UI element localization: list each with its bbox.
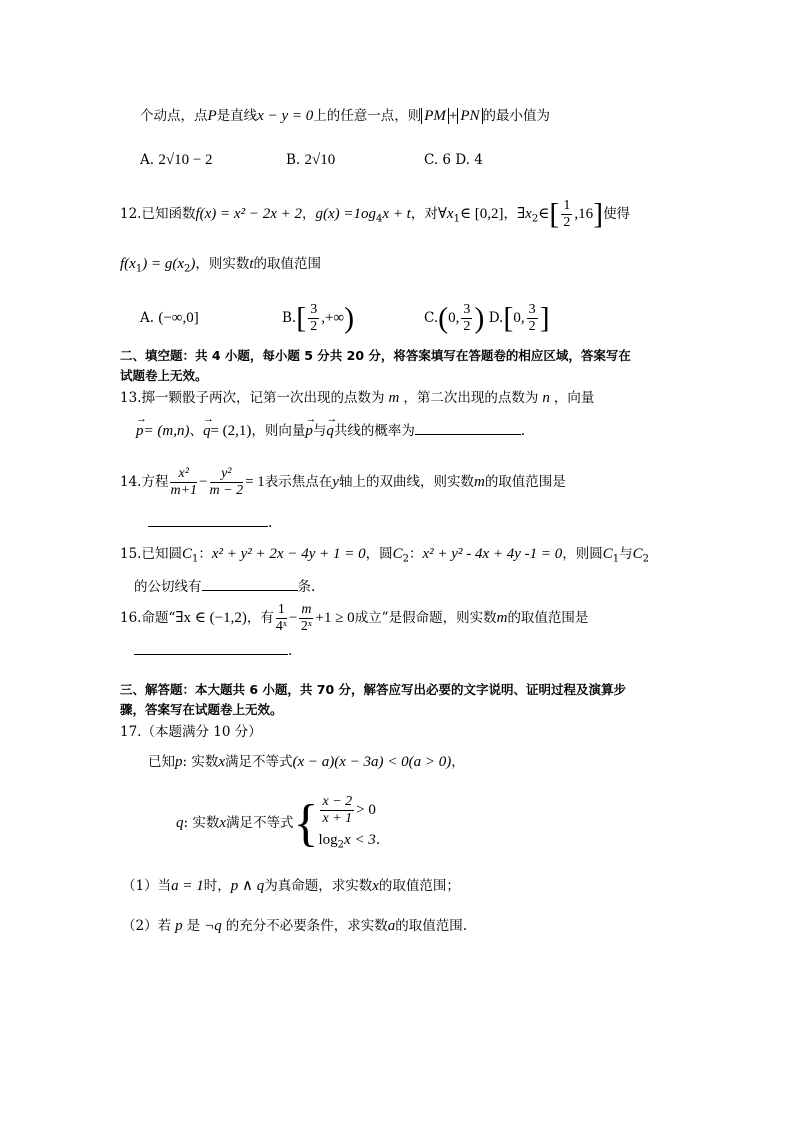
q17-part-2 — [122, 916, 467, 936]
q12-subscript: 1 — [453, 213, 460, 225]
q11-option-c: C. 6 — [424, 152, 452, 168]
q11-text: 是直线 — [216, 108, 258, 124]
q16-fraction-1 — [276, 602, 287, 635]
q15-text: 条. — [297, 579, 316, 595]
q12-text: ，则实数 — [195, 256, 250, 272]
q15-subscript: 2 — [642, 553, 650, 565]
q12-option-a-label: A. — [140, 310, 155, 326]
q16-text: 成立”是假命题，则实数 — [354, 610, 497, 626]
q14-equals: = 1 — [245, 474, 265, 490]
q17-a: a — [387, 918, 396, 934]
q12-text: ，对 — [410, 206, 438, 222]
q17-p: p — [175, 918, 183, 934]
q17-text: 满足不等式 — [225, 754, 293, 770]
q13-stem-2 — [136, 420, 525, 441]
q16-fraction-2 — [299, 602, 313, 635]
frac-den: 2 — [463, 319, 471, 334]
q13-q-definition: = (2,1) — [210, 423, 252, 439]
q14-text: 的取值范围是 — [484, 474, 566, 490]
q15-c2: C — [392, 546, 403, 562]
q14-minus: − — [199, 474, 208, 490]
q17-system-row-2 — [318, 827, 380, 853]
q11-line-equation: x − y = 0 — [257, 108, 314, 124]
q12-option-c-label: C. — [424, 310, 439, 326]
q17-not-q: ¬q — [204, 918, 222, 934]
q12-option-b-paren: ) — [344, 301, 355, 335]
q12-left-bracket: [ — [549, 197, 560, 231]
q11-options — [140, 150, 213, 170]
q11-option-cd-wrap — [424, 150, 483, 170]
q17-text: 的取值范围. — [395, 918, 468, 934]
q14-text: 轴上的双曲线，则实数 — [338, 474, 474, 490]
q16-exists: ∃x ∈ (−1,2) — [175, 610, 247, 626]
q11-text: 的最小值为 — [482, 108, 551, 124]
q12-option-c-pre: 0, — [448, 310, 460, 326]
section3-heading: 三、解答题：本大题共 6 小题，共 70 分，解答应写出必要的文字说明、证明过程及演算步 — [120, 682, 627, 697]
q15-subscript: 1 — [612, 553, 620, 565]
section2-heading-2: 试题卷上无效。 — [120, 368, 208, 383]
frac-num: 3 — [528, 302, 536, 317]
q17-header — [120, 722, 262, 742]
q12-t: t — [249, 256, 254, 272]
q14-answer — [148, 512, 272, 533]
q11-text: 个动点，点 — [140, 108, 208, 124]
q11-option-a: 2√10 − 2 — [158, 152, 213, 168]
q14-fraction-1 — [170, 466, 197, 499]
q13-text: ，向量 — [553, 390, 595, 406]
q17-log: log — [318, 832, 338, 848]
q13-text: 与 — [312, 423, 327, 439]
q15-answer-blank[interactable] — [202, 576, 298, 591]
q17-system-fraction — [320, 794, 354, 827]
q17-q-statement — [176, 794, 380, 853]
q11-option-b-label: B. — [286, 152, 301, 168]
q12-forall: ∀x — [437, 206, 454, 222]
frac-num: 1 — [276, 602, 287, 619]
q12-option-d-frac — [527, 302, 538, 335]
q13-text: 掷一颗骰子两次，记第一次出现的点数为 — [141, 390, 385, 406]
q17-text: ， — [451, 754, 465, 770]
q17-q: q — [176, 815, 184, 831]
q12-option-c-frac — [461, 302, 472, 335]
q13-text: 、 — [189, 423, 203, 439]
q16-minus: − — [288, 610, 298, 626]
bracket: ] — [539, 301, 550, 335]
q12-text: 已知函数 — [141, 206, 196, 222]
q12-eq-part: ) — [190, 256, 196, 272]
q12-option-b-bracket: [ — [296, 301, 307, 335]
q12-g-definition: g(x) =1og — [315, 206, 377, 222]
q12-option-b-label: B. — [282, 310, 297, 326]
frac-den: 2ˣ — [300, 619, 312, 634]
q17-text: （1）当 — [122, 878, 172, 894]
q16-m: m — [496, 610, 508, 626]
q12-frac-den: 2 — [563, 215, 571, 230]
q13-text: ，则向量 — [251, 423, 306, 439]
q12-stem-2 — [120, 254, 321, 274]
q17-system-rel: > 0 — [356, 802, 376, 818]
q15-colon: ： — [198, 546, 212, 562]
q15-stem — [120, 544, 649, 564]
q12-option-b-wrap — [282, 300, 354, 336]
q17-score: （本题满分 10 分） — [141, 724, 262, 740]
q11-option-a-label: A. — [140, 152, 155, 168]
q17-system-brace: { — [293, 794, 319, 852]
q12-log-base: 4 — [376, 213, 383, 225]
frac-den: m+1 — [170, 483, 198, 498]
q12-number: 12. — [120, 206, 142, 222]
q17-p-inequality: (x − a)(x − 3a) < 0(a > 0) — [292, 754, 452, 770]
q13-p-definition: = (m,n) — [143, 423, 190, 439]
q12-text: ， — [503, 206, 518, 222]
frac-num: x − 2 — [322, 794, 353, 809]
q17-text: : 实数 — [183, 815, 220, 831]
section2-heading: 二、填空题：共 4 小题，每小题 5 分共 20 分，将答案填写在答题卷的相应区域，答案写在 — [120, 348, 631, 363]
q12-interval1: ∈ [0,2] — [459, 206, 504, 222]
q12-option-b-frac — [308, 302, 319, 335]
q12-fraction — [561, 198, 572, 231]
q15-subscript: 2 — [402, 553, 410, 565]
q11-option-b-wrap — [286, 150, 335, 170]
q17-system — [318, 794, 380, 853]
q17-number: 17. — [120, 724, 142, 740]
q14-m: m — [473, 474, 485, 490]
q13-text: 共线的概率为 — [333, 423, 415, 439]
frac-den: 4ˣ — [275, 619, 287, 634]
q17-text: 的充分不必要条件，求实数 — [225, 918, 388, 934]
q12-interval2-rest: ,16 — [574, 206, 594, 222]
q13-number: 13. — [120, 390, 142, 406]
q16-text: ，有 — [246, 610, 274, 626]
frac-den: x + 1 — [322, 811, 353, 826]
q17-p: p — [175, 754, 183, 770]
q17-text: 的取值范围； — [378, 878, 460, 894]
q17-text: 已知 — [148, 754, 175, 770]
q15-circle2-eq: x² + y² - 4x + 4y -1 = 0 — [422, 546, 563, 562]
q13-vector-p: p → — [305, 421, 313, 441]
q17-system-row-1 — [318, 794, 380, 827]
q17-text: : 实数 — [182, 754, 219, 770]
q11-stem — [140, 106, 550, 126]
q11-point-p: P — [207, 108, 217, 124]
q13-vector-p: p → — [136, 421, 144, 441]
q13-vector-q: q → — [203, 421, 211, 441]
q15-circle1-eq: x² + y² + 2x − 4y + 1 = 0 — [211, 546, 366, 562]
q15-colon: ： — [409, 546, 423, 562]
q16-rest: +1 ≥ 0 — [315, 610, 355, 626]
q12-exists: ∃x — [517, 206, 532, 222]
q16-number: 16. — [120, 610, 142, 626]
q12-text: 的取值范围 — [253, 256, 322, 272]
q17-text: 是 — [186, 918, 201, 934]
q11-plus: + — [448, 108, 458, 124]
q12-eq-part: ) = g(x — [142, 256, 184, 272]
q14-answer-blank[interactable] — [148, 512, 268, 527]
q11-option-d: D. 4 — [455, 152, 483, 168]
q12-in: ∈ — [538, 206, 550, 222]
q13-answer-blank[interactable] — [415, 420, 521, 435]
q12-right-bracket: ] — [593, 197, 604, 231]
q17-x: x — [218, 754, 226, 770]
paren: ) — [474, 301, 485, 335]
q13-vector-q: q → — [326, 421, 334, 441]
q12-option-b-rest: ,+∞ — [321, 310, 345, 326]
section3-heading-2: 骤，答案写在试题卷上无效。 — [120, 702, 283, 717]
q13-end: . — [520, 423, 526, 439]
q16-stem — [120, 598, 588, 638]
q12-subscript: 1 — [135, 263, 143, 275]
frac-num: 3 — [310, 302, 318, 317]
q12-stem — [120, 196, 630, 232]
q11-abs-pn: PN — [457, 108, 482, 124]
q14-number: 14. — [120, 474, 142, 490]
q15-text: 已知圆 — [141, 546, 182, 562]
frac-den: m − 2 — [209, 483, 244, 498]
q17-x: x — [372, 878, 379, 894]
frac-num: y² — [210, 466, 244, 483]
q13-text: ，第二次出现的点数为 — [403, 390, 539, 406]
q14-text: 方程 — [141, 474, 169, 490]
q15-text: 的公切线有 — [134, 579, 202, 595]
q12-eq-part: f(x — [120, 256, 136, 272]
q12-option-a-wrap — [140, 300, 199, 336]
q12-text: 使得 — [603, 206, 631, 222]
q12-option-cd-wrap — [424, 300, 550, 336]
q15-c1: C — [602, 546, 613, 562]
q15-c1: C — [181, 546, 192, 562]
q12-option-d-pre: 0, — [513, 310, 525, 326]
q13-n: n — [542, 390, 550, 406]
bracket: [ — [503, 301, 514, 335]
frac-num: m — [301, 602, 312, 617]
frac-num: 3 — [463, 302, 471, 317]
q15-c2: C — [632, 546, 643, 562]
q11-text: 上的任意一点，则 — [313, 108, 422, 124]
frac-den: 2 — [310, 319, 318, 334]
q17-a-equals: a = 1 — [171, 878, 204, 894]
q12-f-definition: f(x) = x² − 2x + 2 — [195, 206, 302, 222]
q12-g-rest: x + t — [382, 206, 411, 222]
q16-end: . — [288, 643, 293, 659]
q17-p-and-q: p ∧ q — [230, 878, 265, 894]
q12-subscript: 2 — [183, 263, 191, 275]
q11-abs-pm: PM — [421, 108, 449, 124]
q14-end: . — [268, 515, 273, 531]
q17-p-statement — [148, 752, 465, 772]
q13-m: m — [388, 390, 400, 406]
q14-stem — [120, 462, 566, 502]
q17-text: 为真命题，求实数 — [264, 878, 373, 894]
q17-system-end: . — [375, 832, 381, 848]
q12-option-a: (−∞,0] — [158, 310, 199, 326]
q12-subscript: 2 — [531, 213, 539, 225]
q14-fraction-2 — [210, 466, 244, 499]
q15-text: ，则圆 — [562, 546, 603, 562]
q15-number: 15. — [120, 546, 142, 562]
q17-text: 满足不等式 — [226, 815, 294, 831]
q12-frac-num: 1 — [563, 198, 571, 213]
q16-answer — [134, 640, 292, 661]
q16-text: 的取值范围是 — [507, 610, 589, 626]
q11-option-b: 2√10 — [304, 152, 336, 168]
q17-log-rest: x < 3 — [344, 832, 376, 848]
q17-x: x — [219, 815, 227, 831]
q15-subscript: 1 — [192, 553, 199, 565]
q17-part-1 — [122, 876, 460, 896]
frac-num: x² — [170, 466, 197, 483]
q17-log-base: 2 — [337, 839, 345, 851]
q16-text: 命题“ — [141, 610, 176, 626]
q12-text: ， — [301, 206, 316, 222]
q14-y: y — [332, 474, 339, 490]
q12-option-d-label: D. — [488, 310, 504, 326]
q15-text: 与 — [619, 546, 633, 562]
paren: ( — [438, 301, 449, 335]
q14-text: 表示焦点在 — [264, 474, 333, 490]
q17-text: 时， — [203, 878, 231, 894]
q15-stem-2 — [134, 576, 315, 597]
q13-stem — [120, 388, 594, 408]
q17-text: （2）若 — [122, 918, 172, 934]
q15-text: ，圆 — [365, 546, 393, 562]
q16-answer-blank[interactable] — [134, 640, 288, 655]
frac-den: 2 — [528, 319, 536, 334]
